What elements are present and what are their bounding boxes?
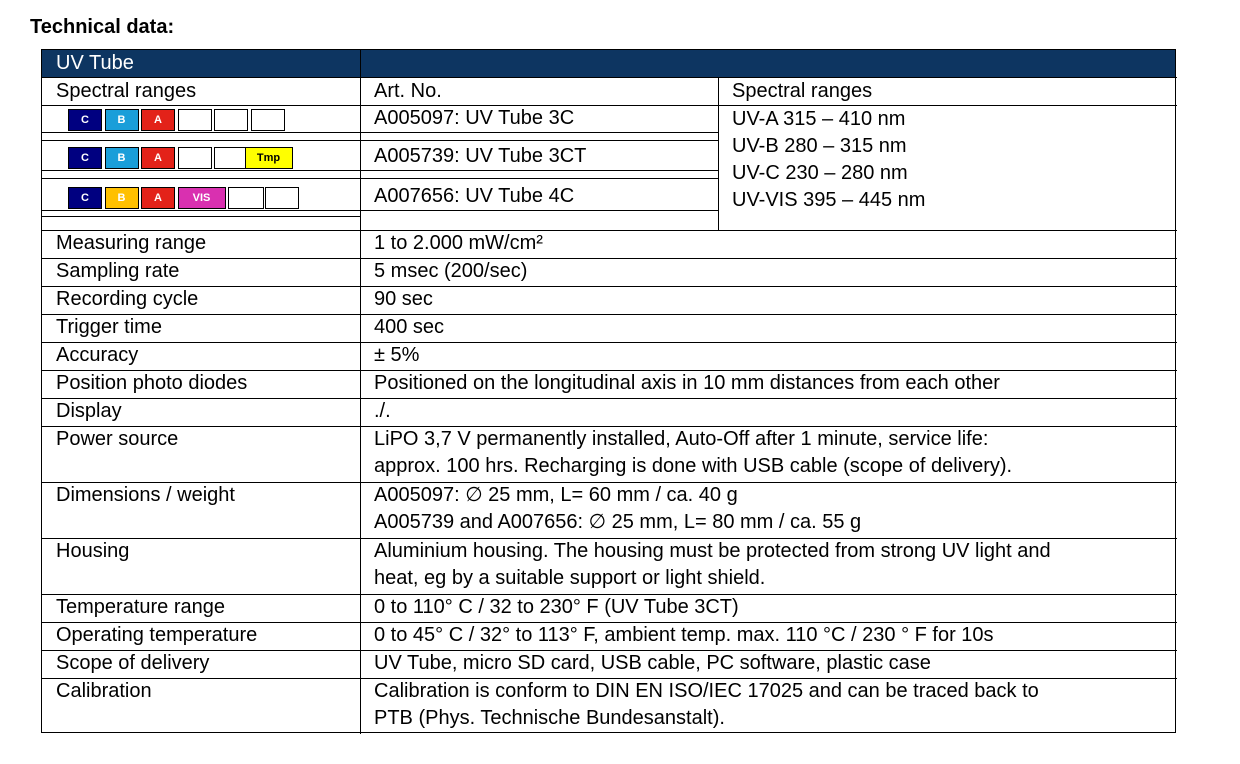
empty-badge-slot [214,147,248,169]
spec-label: Recording cycle [56,288,199,310]
column-divider [718,77,719,230]
band-badge-tmp: Tmp [245,147,293,169]
empty-badge-slot [228,187,264,209]
row-divider [42,170,718,171]
row-divider [42,105,1177,106]
spec-value: A005739 and A007656: ∅ 25 mm, L= 80 mm / ca. 55 g [374,511,862,533]
spec-label: Position photo diodes [56,372,248,394]
row-divider [42,77,1177,78]
band-badge-b: B [105,187,139,209]
spec-value: heat, eg by a suitable support or light shield. [374,567,766,589]
spec-label: Sampling rate [56,260,180,282]
spec-value: 400 sec [374,316,445,338]
page-title: Technical data: [30,16,175,38]
art-no-cell: A005097: UV Tube 3C [374,107,575,129]
spec-label: Calibration [56,680,152,702]
art-no-cell: A007656: UV Tube 4C [374,185,575,207]
row-divider [42,210,718,211]
band-badge-vis: VIS [178,187,226,209]
column-label-art-no: Art. No. [374,80,442,102]
spec-label: Dimensions / weight [56,484,235,506]
table-header-bar [42,50,1175,77]
spectral-range-item: UV-VIS 395 – 445 nm [732,189,926,211]
spec-value: Calibration is conform to DIN EN ISO/IEC 17025 and can be traced back to [374,680,1039,702]
spec-value: 90 sec [374,288,433,310]
band-badge-a: A [141,187,175,209]
row-divider [42,258,1177,259]
spec-label: Scope of delivery [56,652,210,674]
row-divider [42,178,718,179]
band-badge-c: C [68,187,102,209]
spec-value: LiPO 3,7 V permanently installed, Auto-Off after 1 minute, service life: [374,428,989,450]
art-no-cell: A005739: UV Tube 3CT [374,145,587,167]
spec-value: UV Tube, micro SD card, USB cable, PC software, plastic case [374,652,931,674]
spec-label: Measuring range [56,232,207,254]
spec-label: Trigger time [56,316,162,338]
spec-value: PTB (Phys. Technische Bundesanstalt). [374,707,725,729]
spec-label: Housing [56,540,130,562]
column-label-spectral: Spectral ranges [56,80,197,102]
band-badge-a: A [141,147,175,169]
spec-label: Display [56,400,122,422]
empty-badge-slot [178,109,212,131]
spec-value: approx. 100 hrs. Recharging is done with USB cable (scope of delivery). [374,455,1013,477]
spec-value: ± 5% [374,344,420,366]
row-divider [42,140,718,141]
empty-badge-slot [251,109,285,131]
spec-value: 1 to 2.000 mW/cm² [374,232,543,254]
band-badge-c: C [68,109,102,131]
row-divider [42,398,1177,399]
band-badge-c: C [68,147,102,169]
band-badge-a: A [141,109,175,131]
spec-label: Temperature range [56,596,225,618]
spectral-range-item: UV-B 280 – 315 nm [732,135,907,157]
spec-label: Accuracy [56,344,139,366]
spec-label: Operating temperature [56,624,258,646]
empty-badge-slot [178,147,212,169]
table-header-title: UV Tube [56,52,134,74]
row-divider [42,216,360,217]
band-badge-b: B [105,147,139,169]
spectral-range-item: UV-A 315 – 410 nm [732,108,906,130]
spec-value: ./. [374,400,391,422]
spectral-range-item: UV-C 230 – 280 nm [732,162,908,184]
row-divider [42,342,1177,343]
spec-label: Power source [56,428,179,450]
spec-value: A005097: ∅ 25 mm, L= 60 mm / ca. 40 g [374,484,738,506]
spec-value: 5 msec (200/sec) [374,260,528,282]
empty-badge-slot [265,187,299,209]
spec-value: 0 to 110° C / 32 to 230° F (UV Tube 3CT) [374,596,739,618]
spec-value: Positioned on the longitudinal axis in 10 mm distances from each other [374,372,1000,394]
technical-data-table [41,49,1176,733]
spec-value: 0 to 45° C / 32° to 113° F, ambient temp. max. 110 °C / 230 ° F for 10s [374,624,994,646]
spec-value: Aluminium housing. The housing must be protected from strong UV light and [374,540,1051,562]
row-divider [42,230,1177,231]
column-label-spectral-ranges: Spectral ranges [732,80,873,102]
band-badge-b: B [105,109,139,131]
row-divider [42,286,1177,287]
column-divider [360,50,361,77]
row-divider [42,132,718,133]
empty-badge-slot [214,109,248,131]
row-divider [42,314,1177,315]
